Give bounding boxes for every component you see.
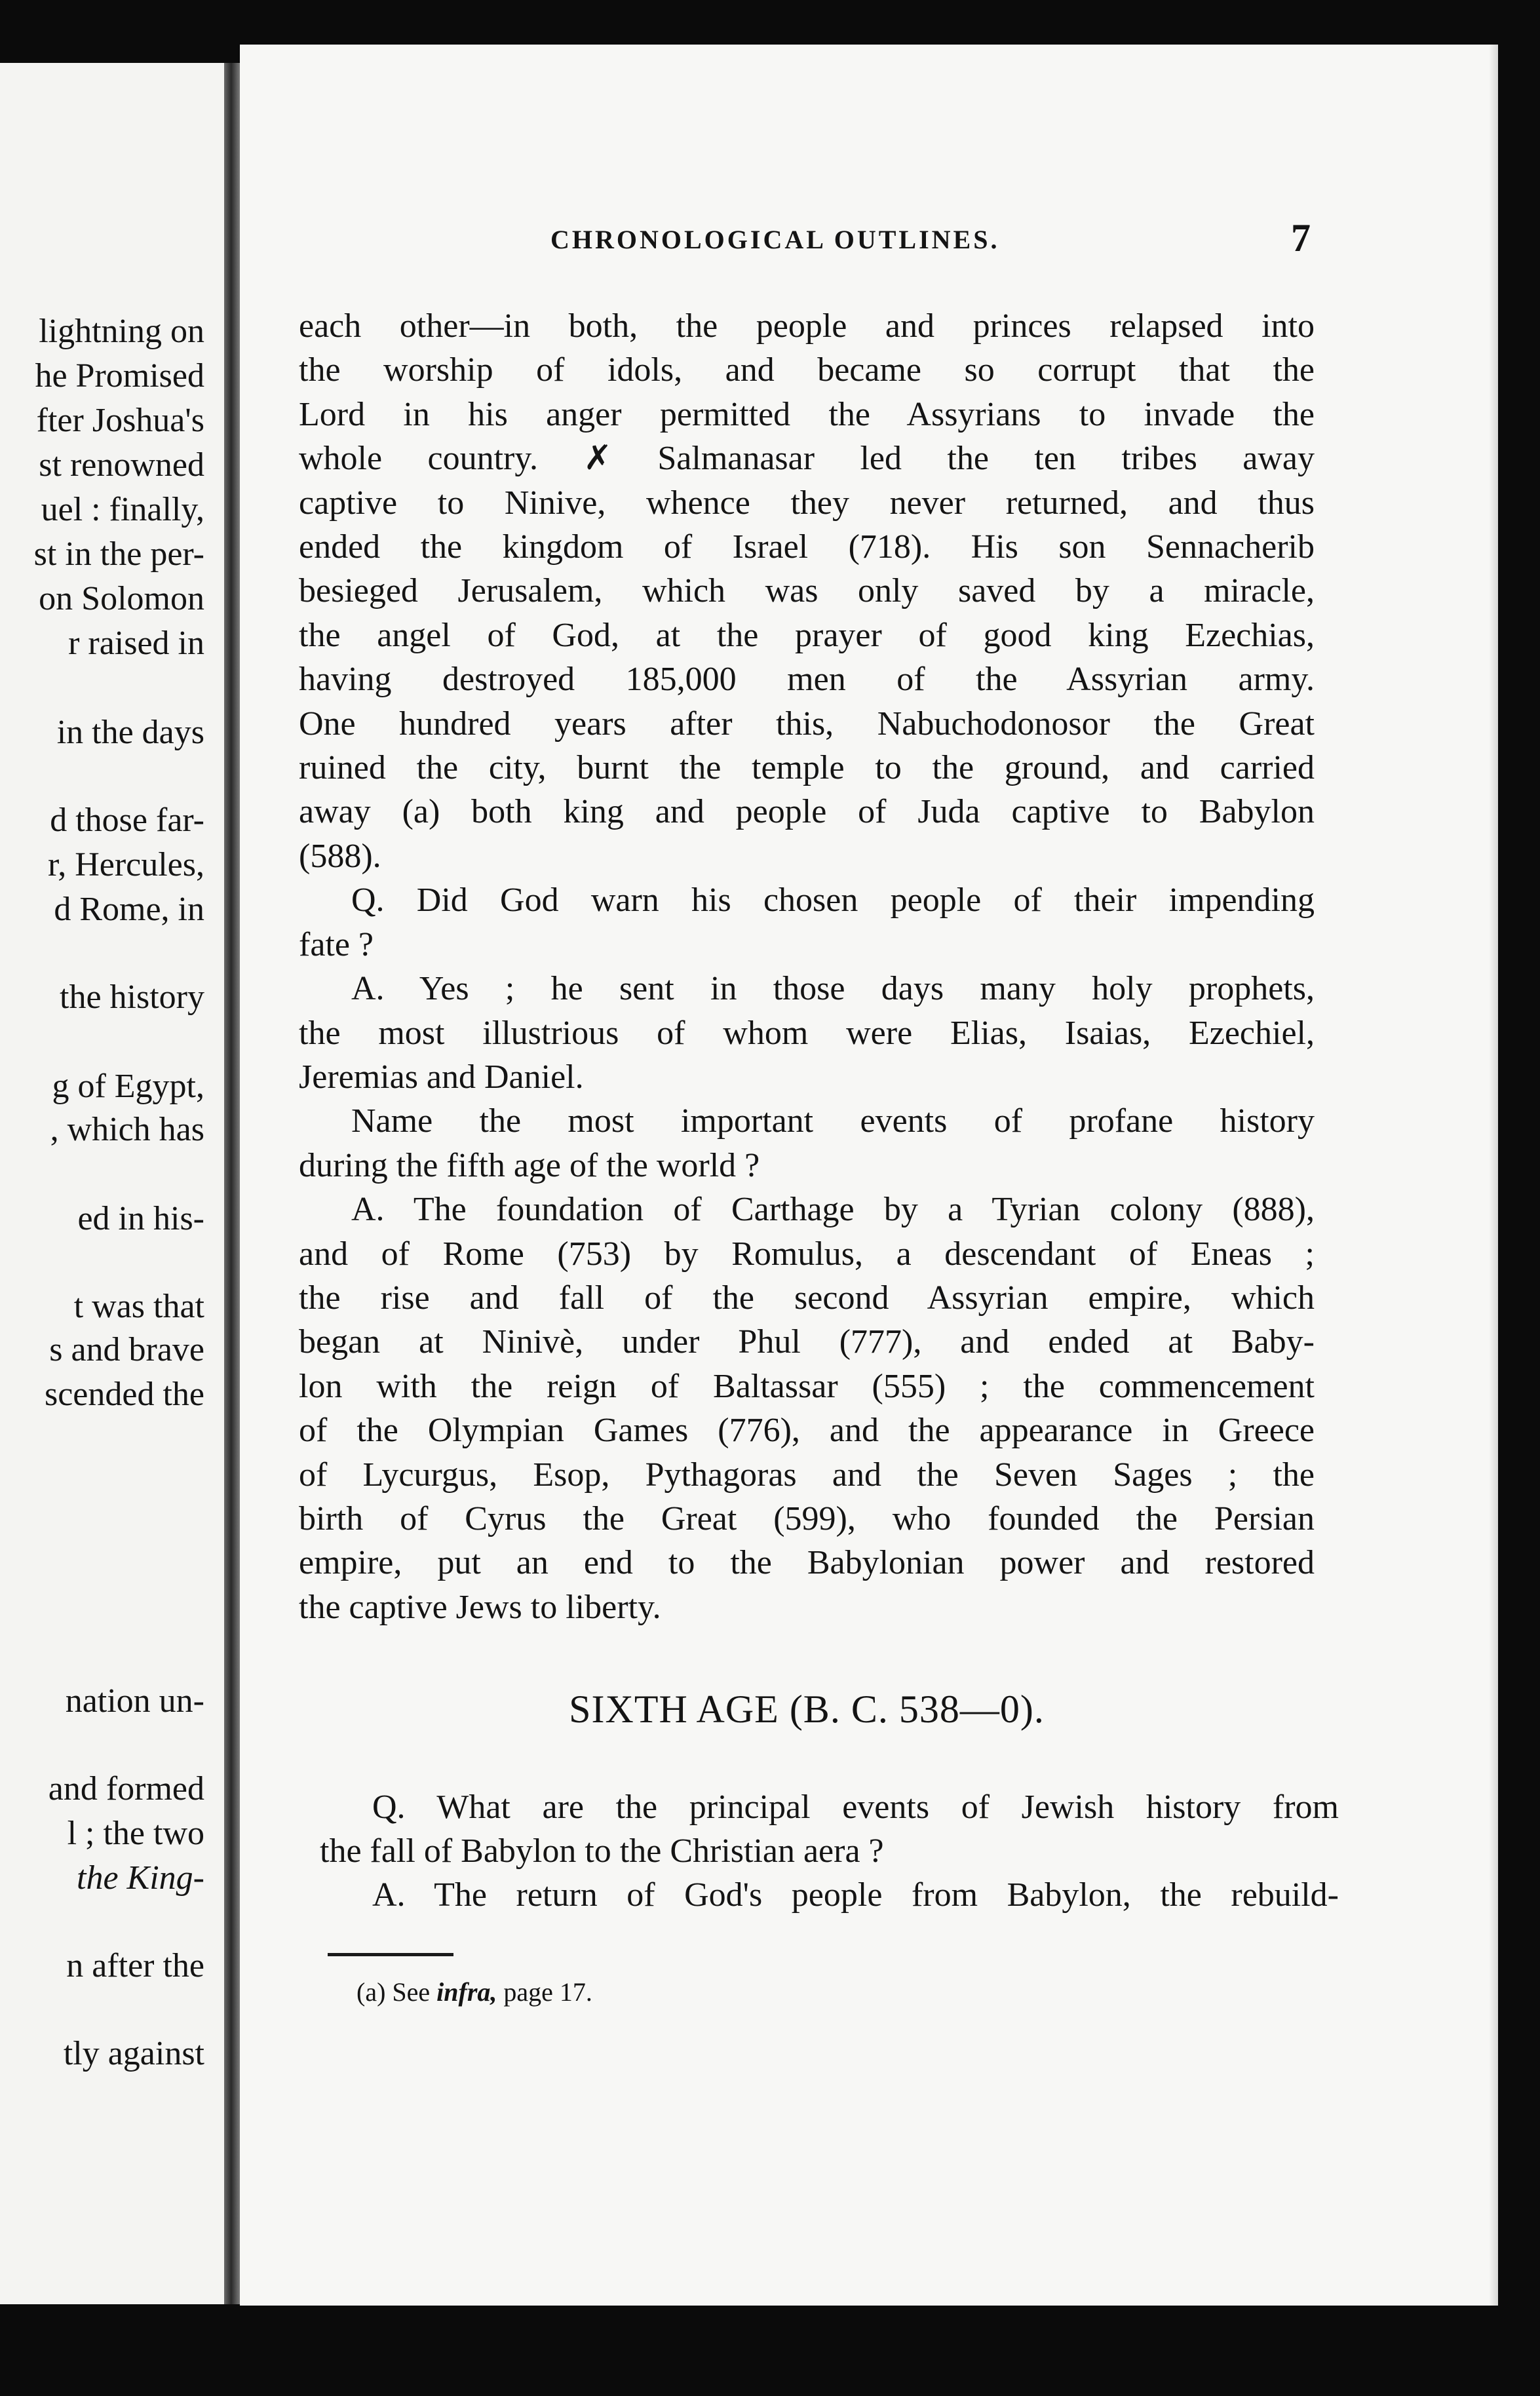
footnote-ref-italic: infra,: [436, 1977, 497, 2007]
text-line: began at Ninivè, under Phul (777), and ended at Baby-: [299, 1323, 1315, 1361]
text-line: empire, put an end to the Babylonian power and restored: [299, 1544, 1315, 1582]
question-line: Name the most important events of profane history: [351, 1102, 1315, 1140]
running-title: CHRONOLOGICAL OUTLINES.: [550, 225, 1000, 254]
left-line: the history: [60, 978, 204, 1016]
left-line: lightning on: [39, 313, 204, 350]
left-line: d Rome, in: [54, 891, 204, 928]
text-line: Jeremias and Daniel.: [299, 1058, 584, 1096]
left-line: fter Joshua's: [36, 402, 204, 439]
text-line: having destroyed 185,000 men of the Assyrian army.: [299, 661, 1315, 699]
left-line: n after the: [66, 1947, 204, 1984]
left-line: the King-: [77, 1859, 204, 1897]
text-line: whole country. ✗ Salmanasar led the ten tribes away: [299, 440, 1315, 478]
footnote-marker: (a) See: [356, 1977, 431, 2007]
text-line: ended the kingdom of Israel (718). His son Sennacherib: [299, 528, 1315, 566]
left-line: , which has: [50, 1111, 204, 1148]
text-line: of the Olympian Games (776), and the appearance in Greece: [299, 1412, 1315, 1450]
footnote-rule: [328, 1953, 453, 1956]
page-number: 7: [1291, 216, 1311, 260]
text-line: captive to Ninive, whence they never returned, and thus: [299, 484, 1315, 522]
left-line: s and brave: [49, 1331, 204, 1368]
text-line: ruined the city, burnt the temple to the ground, and carried: [299, 749, 1315, 787]
left-line: r, Hercules,: [47, 846, 204, 883]
left-line: on Solomon: [39, 580, 204, 617]
text-line: the angel of God, at the prayer of good king Ezechias,: [299, 616, 1315, 654]
body-text: [299, 304, 1315, 1629]
answer-line: A. Yes ; he sent in those days many holy prophets,: [351, 970, 1315, 1008]
left-line: st in the per-: [33, 535, 204, 573]
text-line: the worship of idols, and became so corrupt that the: [299, 351, 1315, 389]
left-line: nation un-: [65, 1682, 204, 1720]
text-line: the captive Jews to liberty.: [299, 1588, 661, 1626]
left-line: ed in his-: [77, 1200, 204, 1237]
book-gutter: [224, 63, 240, 2304]
answer-line: A. The foundation of Carthage by a Tyrian colony (888),: [351, 1191, 1315, 1229]
text-line: One hundred years after this, Nabuchodonosor the Great: [299, 705, 1315, 743]
text-line: lon with the reign of Baltassar (555) ; the commencement: [299, 1367, 1315, 1405]
text-line: the most illustrious of whom were Elias, Isaias, Ezechiel,: [299, 1014, 1315, 1052]
left-line: scended the: [44, 1376, 204, 1413]
text-line: birth of Cyrus the Great (599), who founded the Persian: [299, 1499, 1315, 1537]
left-line: tly against: [63, 2035, 204, 2072]
left-page-fragment: [0, 63, 224, 2304]
text-line: the fall of Babylon to the Christian aera ?: [320, 1832, 884, 1870]
left-line: and formed: [48, 1770, 204, 1807]
text-line: away (a) both king and people of Juda captive to Babylon: [299, 793, 1315, 831]
left-line: he Promised: [35, 357, 204, 395]
text-line: (588).: [299, 837, 381, 875]
section-text: [320, 1785, 1339, 1917]
left-line: r raised in: [68, 625, 204, 662]
footnote: [356, 1973, 592, 2012]
text-line: fate ?: [299, 925, 374, 963]
question-line: Q. Did God warn his chosen people of their impending: [351, 881, 1315, 919]
text-line: Lord in his anger permitted the Assyrians to invade the: [299, 395, 1315, 433]
text-line: and of Rome (753) by Romulus, a descendant of Eneas ;: [299, 1235, 1315, 1273]
left-line: uel : finally,: [41, 491, 204, 528]
text-line: of Lycurgus, Esop, Pythagoras and the Seven Sages ; the: [299, 1456, 1315, 1494]
answer-line: A. The return of God's people from Babylon, the rebuild-: [372, 1876, 1339, 1914]
text-line: each other—in both, the people and princes relapsed into: [299, 307, 1315, 345]
question-line: Q. What are the principal events of Jewish history from: [372, 1788, 1339, 1826]
left-line: g of Egypt,: [52, 1068, 204, 1105]
footnote-ref-page: page 17.: [503, 1977, 592, 2007]
left-line: l ; the two: [67, 1815, 204, 1852]
text-line: the rise and fall of the second Assyrian empire, which: [299, 1279, 1315, 1317]
text-line: during the fifth age of the world ?: [299, 1146, 760, 1184]
running-head: [315, 216, 1311, 261]
left-line: d those far-: [50, 802, 204, 839]
left-line: t was that: [73, 1288, 204, 1325]
text-line: besieged Jerusalem, which was only saved by a miracle,: [299, 572, 1315, 610]
left-line: st renowned: [39, 446, 204, 484]
section-heading: SIXTH AGE (B. C. 538—0).: [569, 1688, 1045, 1731]
left-line: in the days: [56, 714, 204, 751]
